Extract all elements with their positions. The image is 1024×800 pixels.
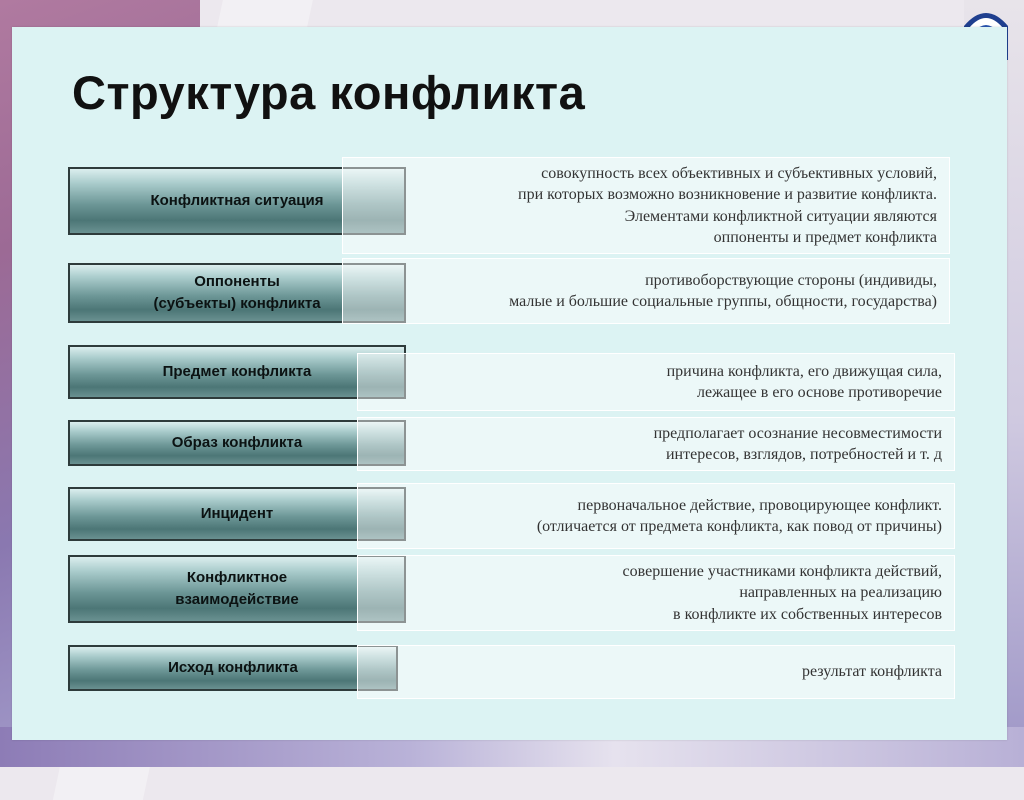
label-conflict-outcome xyxy=(68,645,398,691)
description-opponents xyxy=(342,258,950,324)
description-line: малые и большие социальные группы, общности, государства) xyxy=(509,293,937,310)
description-image-of-conflict xyxy=(357,417,955,471)
description-line: направленных на реализацию xyxy=(739,584,942,602)
description-subject-of-conflict xyxy=(357,353,955,411)
label-image-of-conflict xyxy=(68,420,406,466)
description-line: противоборствующие стороны (индивиды, xyxy=(645,271,937,289)
description-conflict-interaction xyxy=(357,555,955,631)
description-line: оппоненты и предмет конфликта xyxy=(713,229,937,246)
label-incident xyxy=(68,487,406,541)
label-text: Исход конфликта xyxy=(168,659,298,676)
description-conflict-situation xyxy=(342,157,950,254)
description-line: в конфликте их собственных интересов xyxy=(673,605,942,623)
label-text: Инцидент xyxy=(200,505,274,522)
description-line: первоначальное действие, провоцирующее конфликт. xyxy=(577,496,942,514)
label-text: Оппоненты xyxy=(194,273,280,290)
label-text: Предмет конфликта xyxy=(162,363,312,380)
description-line: лежащее в его основе противоречие xyxy=(697,384,942,401)
description-line: при которых возможно возникновение и развитие конфликта. xyxy=(518,186,937,203)
label-text: Конфликтное xyxy=(186,569,288,586)
label-text: Образ конфликта xyxy=(171,434,303,451)
description-line: совокупность всех объективных и субъективных условий, xyxy=(541,164,937,182)
description-line: интересов, взглядов, потребностей и т. д xyxy=(665,446,942,463)
description-line: результат конфликта xyxy=(801,663,942,681)
page-title: Структура конфликта xyxy=(72,66,586,119)
description-conflict-outcome xyxy=(357,645,955,699)
label-subject-of-conflict xyxy=(68,345,406,399)
description-line: совершение участниками конфликта действий, xyxy=(622,562,942,580)
slide-content xyxy=(12,27,1007,740)
description-line: (отличается от предмета конфликта, как повод от причины) xyxy=(536,518,942,535)
label-conflict-interaction xyxy=(68,555,406,623)
label-text: взаимодействие xyxy=(175,591,299,608)
label-text: (субъекты) конфликта xyxy=(153,295,321,312)
description-line: предполагает осознание несовместимости xyxy=(653,424,942,442)
description-incident xyxy=(357,483,955,549)
label-text: Конфликтная ситуация xyxy=(150,192,324,209)
description-line: причина конфликта, его движущая сила, xyxy=(666,362,942,380)
description-line: Элементами конфликтной ситуации являются xyxy=(624,207,937,225)
